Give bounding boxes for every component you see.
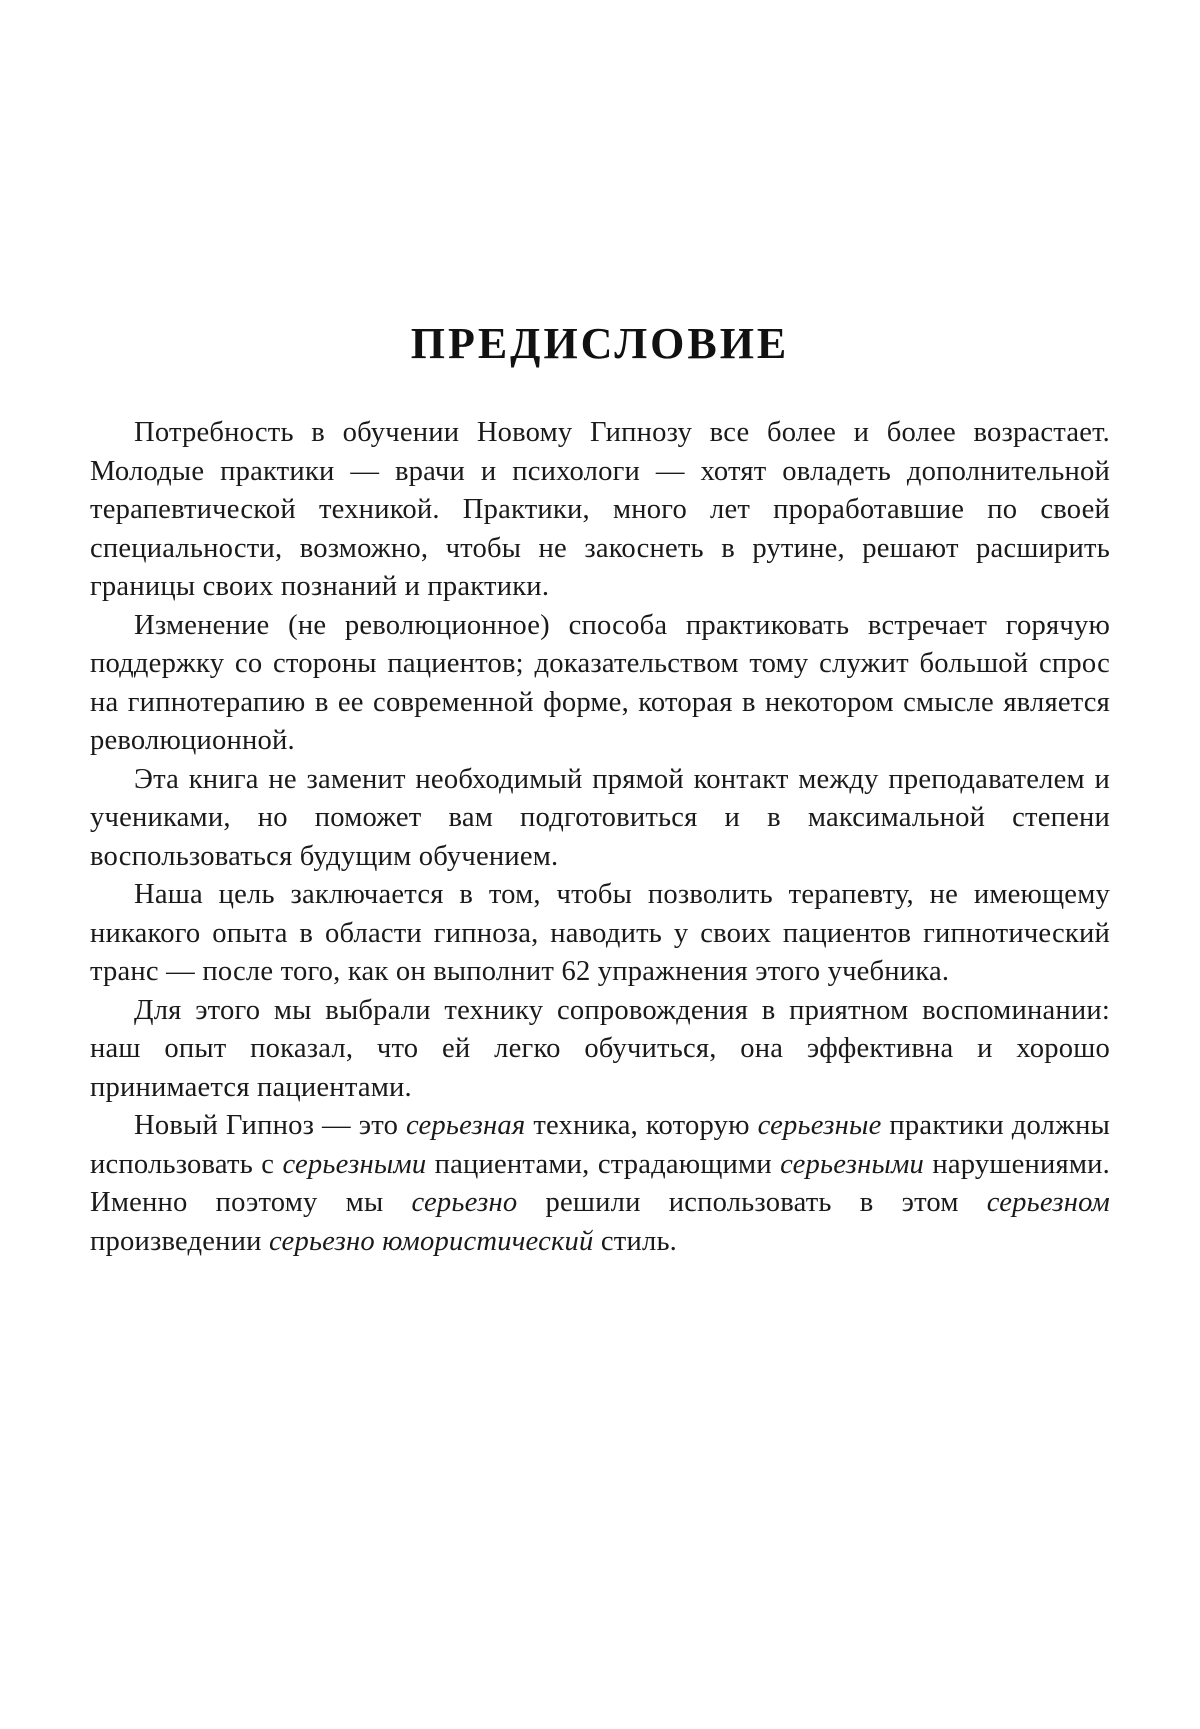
paragraph: [90, 761, 1110, 877]
paragraph-text: решили использовать в этом: [517, 1187, 987, 1218]
italic-emphasis: серьезном: [986, 1187, 1110, 1218]
paragraph-text: нарушениями. Именно поэтому мы: [90, 1148, 1110, 1218]
paragraph-text: техника, которую: [525, 1110, 758, 1141]
paragraph-text: произведении: [90, 1225, 270, 1257]
paragraph: [90, 1107, 1110, 1261]
paragraph-text: Потребность в обучении Новому Гипнозу все более и более возрастает. Молодые практики — врачи и психологи — хотят овладеть дополнительной терапевтической техникой. Практики, много лет проработавшие по своей специальности, возможно, чтобы не закоснеть в рутине, решают расширить границы своих познаний и практики.: [90, 417, 1110, 602]
paragraph: [90, 607, 1110, 761]
italic-emphasis: серьезными: [282, 1148, 427, 1180]
paragraph-text: стиль.: [593, 1225, 678, 1257]
paragraph: [90, 876, 1110, 992]
paragraph-text: пациентами, страдающими: [426, 1148, 781, 1180]
paragraph-text: практики должны использовать с: [90, 1110, 1110, 1180]
italic-emphasis: серьезная: [406, 1110, 526, 1141]
italic-emphasis: серьезно: [411, 1187, 518, 1218]
page-title: ПРЕДИСЛОВИЕ: [410, 319, 790, 368]
paragraph-text: Изменение (не революционное) способа практиковать встречает горячую поддержку со стороны пациентов; доказательством тому служит большой спрос на гипнотерапию в ее современной форме, которая в некотором смысле является революционной.: [90, 609, 1110, 756]
paragraph: [90, 992, 1110, 1108]
italic-emphasis: серьезными: [780, 1148, 925, 1180]
paragraph-text: Новый Гипноз — это: [134, 1110, 407, 1141]
paragraph-text: Для этого мы выбрали технику сопровождения в приятном воспоминании: наш опыт показал, что ей легко обучиться, она эффективна и хорошо принимается пациентами.: [90, 994, 1110, 1103]
preface-body: [90, 414, 1110, 1261]
italic-emphasis: серьезно юмористический: [269, 1225, 594, 1257]
paragraph-text: Наша цель заключается в том, чтобы позволить терапевту, не имеющему никакого опыта в области гипноза, наводить у своих пациентов гипнотический транс — после того, как он выполнит 62 упражнения этого учебника.: [90, 879, 1110, 987]
paragraph: [90, 414, 1110, 607]
paragraph-text: Эта книга не заменит необходимый прямой контакт между преподавателем и учениками, но поможет вам подготовиться и в максимальной степени воспользоваться будущим обучением.: [90, 763, 1110, 872]
italic-emphasis: серьезные: [757, 1110, 882, 1141]
